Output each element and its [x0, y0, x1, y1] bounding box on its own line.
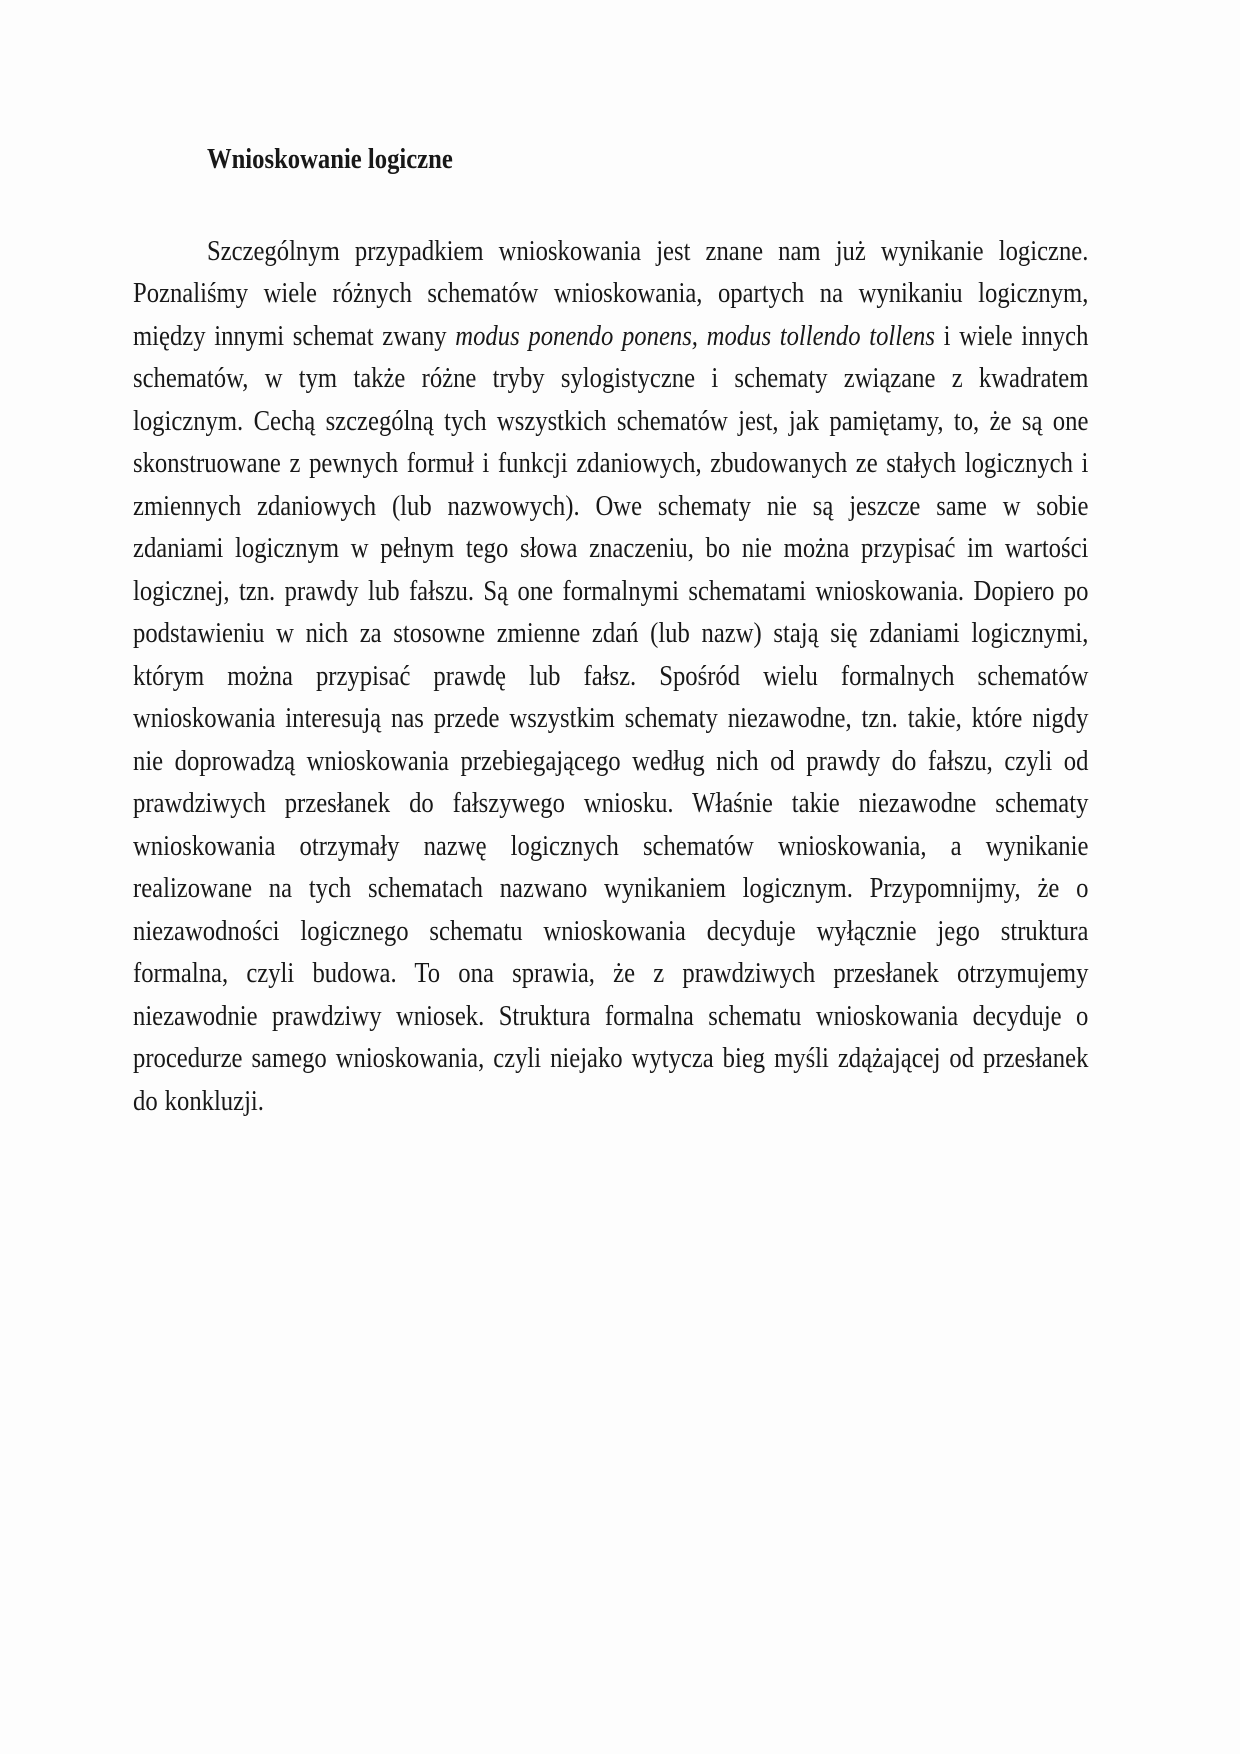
paragraph-text-continuation: i wiele innych schematów, w tym także różne tryby sylogistyczne i schematy związane z kwadratem logicznym. Cechą szczególną tych wszystkich schematów jest, jak pamiętamy, to, że są one skonstruowane z pewnych formuł i funkcji zdaniowych, zbudowanych ze stałych logicznych i zmiennych zdaniowych (lub nazwowych). Owe schematy nie są jeszcze same w sobie zdaniami logicznym w pełnym tego słowa znaczeniu, bo nie można przypisać im wartości logicznej, tzn. prawdy lub fałszu. Są one formalnymi schematami wnioskowania. Dopiero po podstawieniu w nich za stosowne zmienne zdań (lub nazw) stają się zdaniami logicznymi, którym można przypisać prawdę lub fałsz. Spośród wielu formalnych schematów wnioskowania interesują nas przede wszystkim schematy niezawodne, tzn. takie, które nigdy nie doprowadzą wnioskowania przebiegającego według nich od prawdy do fałszu, czyli od prawdziwych przesłanek do fałszywego wniosku. Właśnie takie niezawodne schematy wnioskowania otrzymały nazwę logicznych schematów wnioskowania, a wynikanie realizowane na tych schematach nazwano wynikaniem logicznym. Przypomnijmy, że o niezawodności logicznego schematu wnioskowania decyduje wyłącznie jego struktura formalna, czyli budowa. To ona sprawia, że z prawdziwych przesłanek otrzymujemy niezawodnie prawdziwy wniosek. Struktura formalna schematu wnioskowania decyduje o procedurze samego wnioskowania, czyli niejako wytycza bieg myśli zdążającej od przesłanek do konkluzji. [133, 319, 1089, 1117]
document-title: Wnioskowanie logiczne [206, 143, 453, 175]
paragraph-italic-phrase: modus ponendo ponens, modus tollendo tollens [455, 319, 935, 352]
body-paragraph [133, 230, 1088, 1123]
document-content [133, 138, 1088, 1122]
paragraph-text-lead: Szczególnym przypadkiem wnioskowania jest znane nam już wynikanie logiczne. Poznaliśmy wiele różnych schematów wnioskowania, opartych na wynikaniu logicznym, między innymi schemat zwany [133, 234, 1089, 352]
